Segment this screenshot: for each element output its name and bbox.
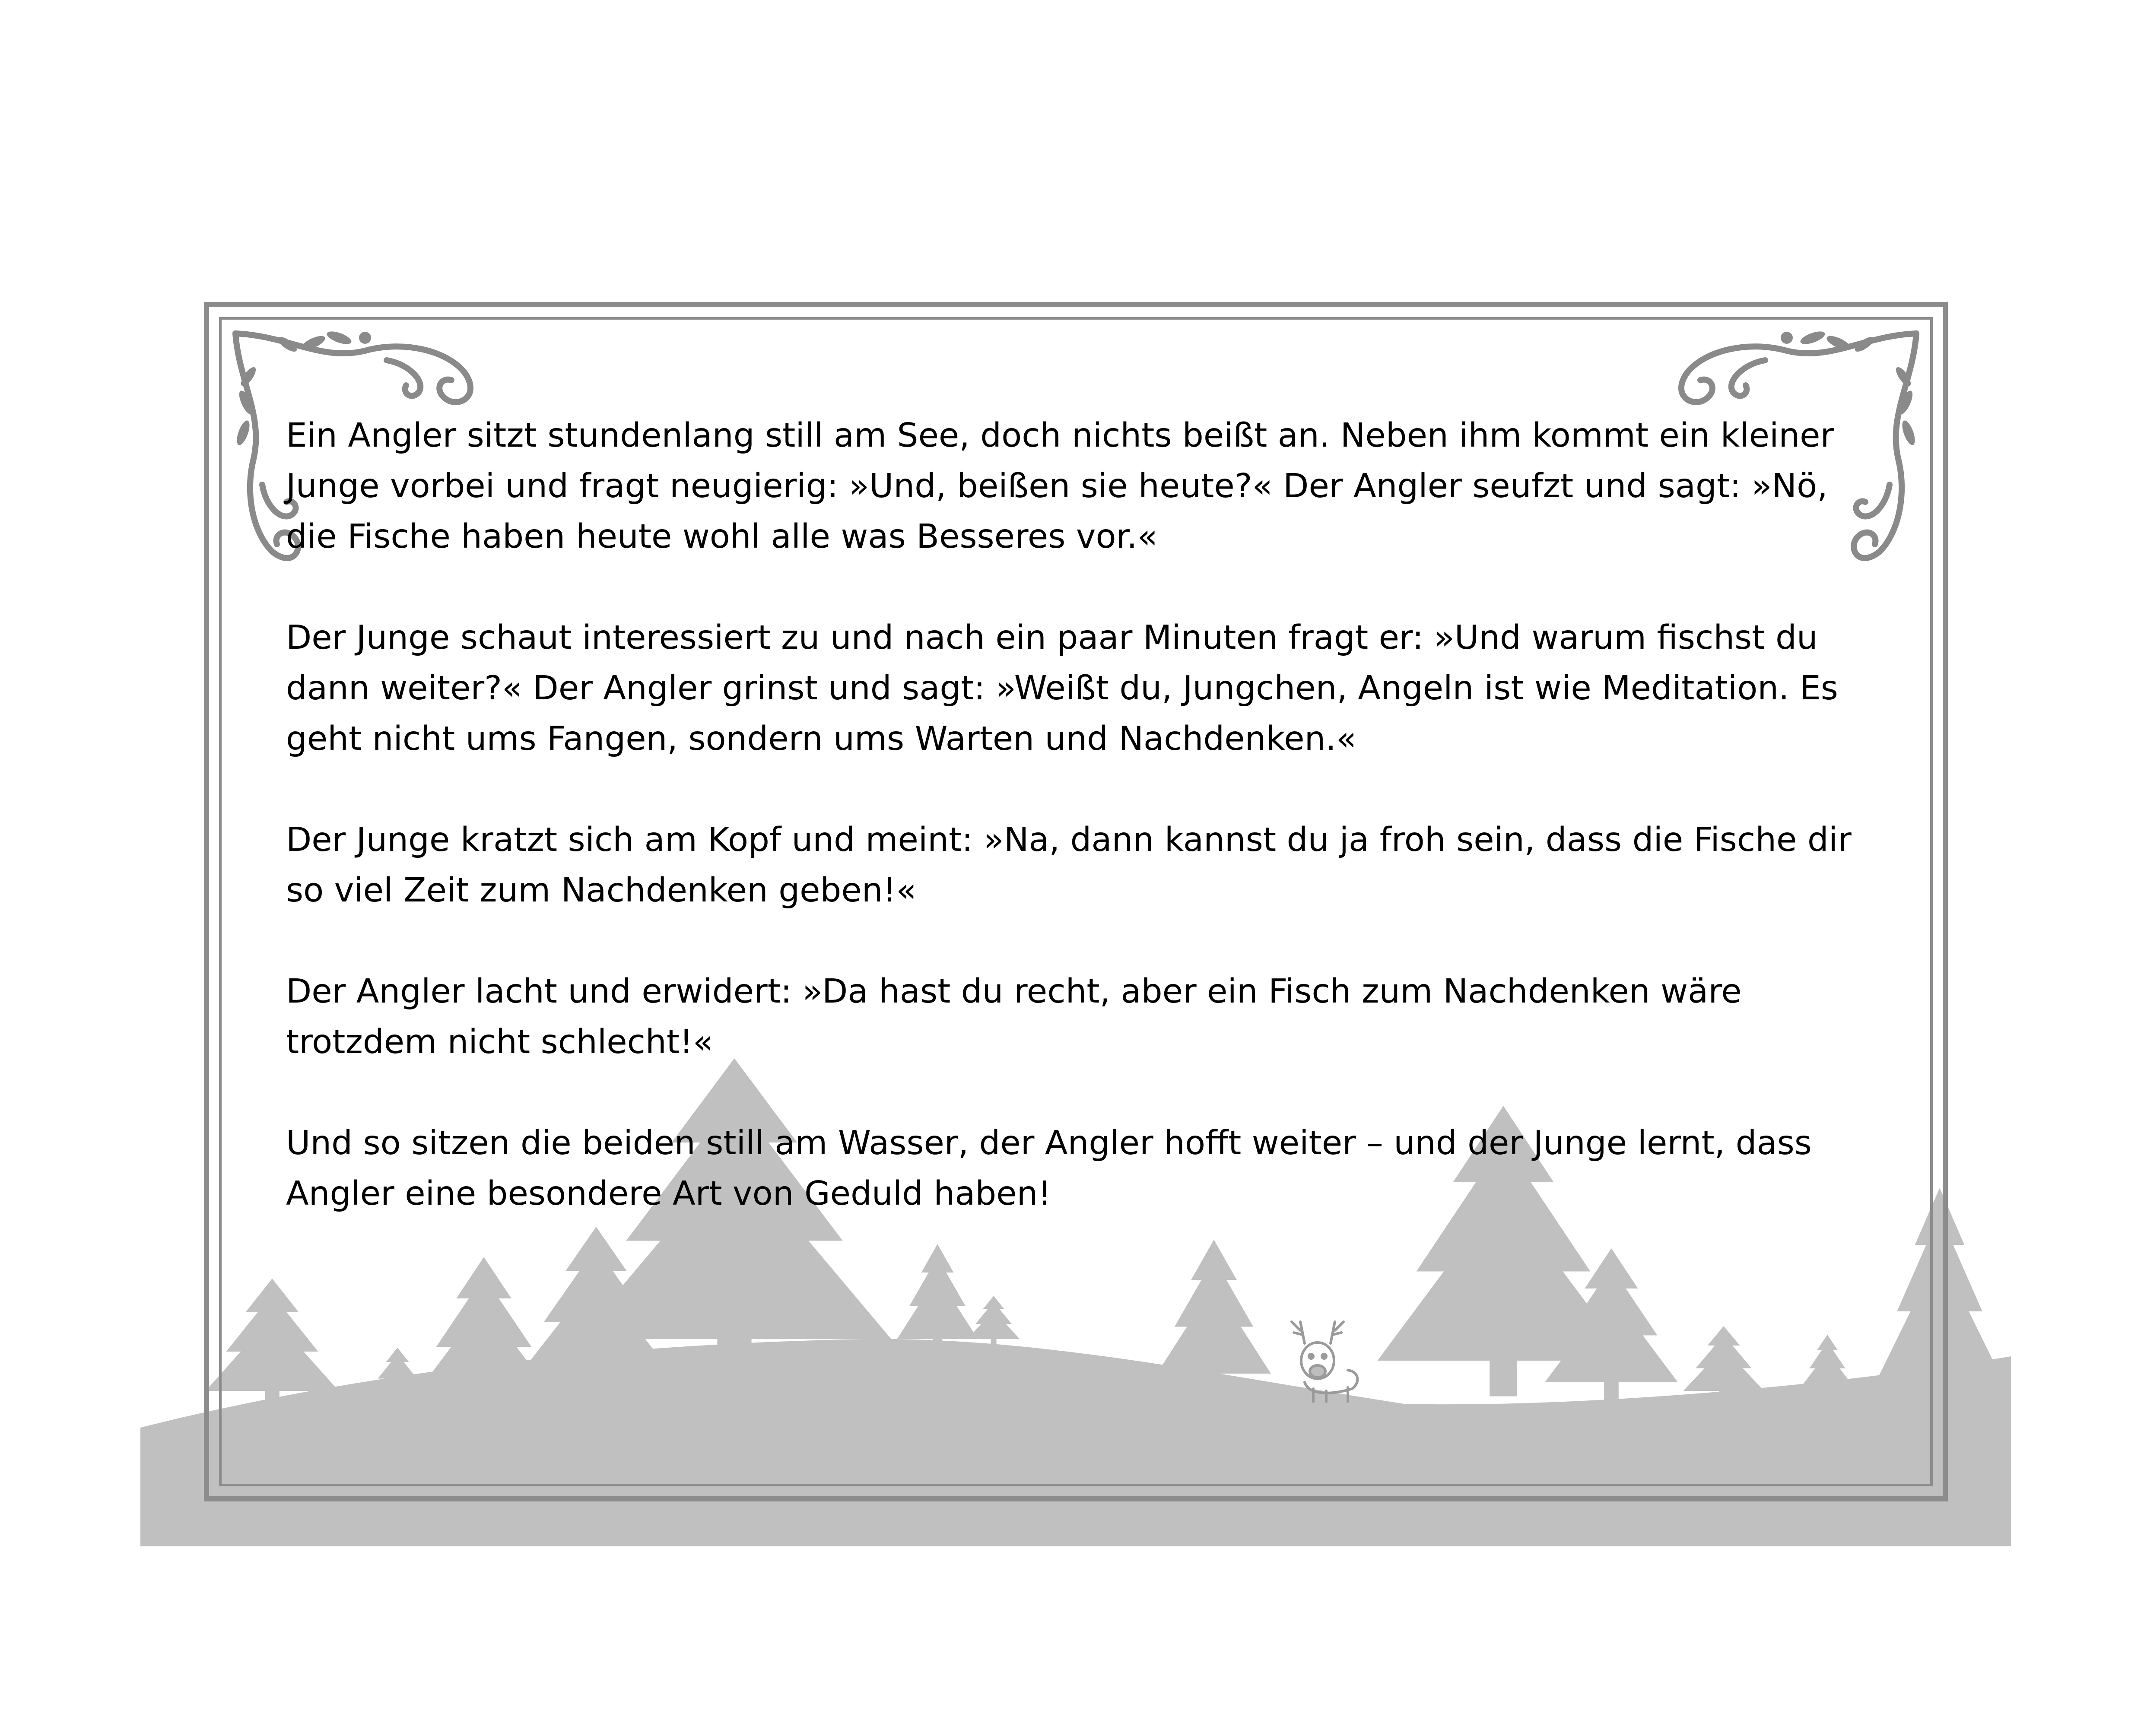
- paragraph-1: Ein Angler sitzt stundenlang still am See, doch nichts beißt an. Neben ihm kommt ein kleiner Junge vorbei und fragt neugierig: »Und, beißen sie heute?« Der Angler seufzt und sagt: »Nö, die Fische haben heute wohl alle was Besseres vor.«: [286, 416, 1834, 556]
- story-text: [286, 410, 1884, 1219]
- paragraph-4: Der Angler lacht und erwidert: »Da hast du recht, aber ein Fisch zum Nachdenken wäre trotzdem nicht schlecht!«: [286, 972, 1742, 1061]
- paragraph-3: Der Junge kratzt sich am Kopf und meint: »Na, dann kannst du ja froh sein, dass die Fische dir so viel Zeit zum Nachdenken geben!«: [286, 821, 1852, 910]
- paragraph-5: Und so sitzen die beiden still am Wasser, der Angler hofft weiter – und der Junge lernt, dass Angler eine besondere Art von Geduld haben!: [286, 1124, 1812, 1213]
- paragraph-2: Der Junge schaut interessiert zu und nach ein paar Minuten fragt er: »Und warum fischst du dann weiter?« Der Angler grinst und sagt: »Weißt du, Jungchen, Angeln ist wie Meditation. Es geht nicht ums Fangen, sondern ums Warten und Nachdenken.«: [286, 619, 1838, 758]
